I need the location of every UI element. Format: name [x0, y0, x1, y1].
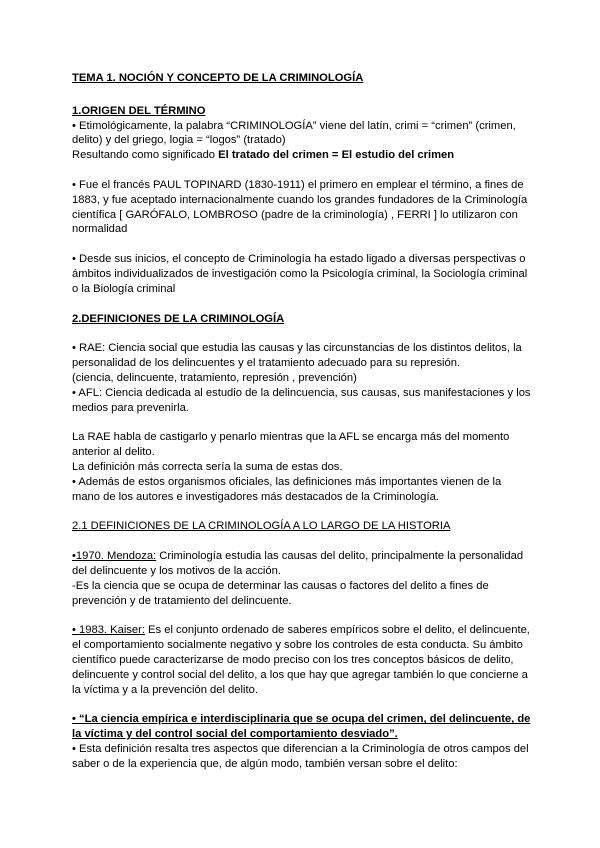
mendoza-definition-2: -Es la ciencia que se ocupa de determinar las causas o factores del delito a fines de prevención y de tratamiento del delincuente. — [72, 579, 489, 607]
aspects-paragraph: • Esta definición resalta tres aspectos que diferencian a la Criminología de otros campos del saber o de la experiencia que, de algún modo, también versan sobre el delito: — [72, 742, 529, 770]
sum-paragraph: La definición más correcta sería la suma de estas dos. — [72, 460, 343, 473]
meaning-paragraph — [72, 148, 532, 163]
perspectives-paragraph: • Desde sus inicios, el concepto de Criminología ha estado ligado a diversas perspectivas o ámbitos individualizados de investigación como la Psicología criminal, la Sociología criminal o la Biología criminal — [72, 253, 528, 295]
mendoza-definition — [72, 549, 532, 579]
etymology-paragraph: • Etimológicamente, la palabra “CRIMINOLOGÍA” viene del latín, crimi = “crimen” (crimen, delito) y del griego, logia = “logos” (tratado) — [72, 119, 516, 147]
section-2-1-heading: 2.1 DEFINICIONES DE LA CRIMINOLOGÍA A LO LARGO DE LA HISTORIA — [72, 520, 451, 533]
topinard-paragraph: • Fue el francés PAUL TOPINARD (1830-1911) el primero en emplear el término, a fines de 1883, y fue aceptado internacionalmente cuando los grandes fundadores de la Criminología científica [ GARÓFALO, LOMBROSO (padre de la criminología) , FERRI ] lo utilizaron con normalidad — [72, 178, 528, 236]
section-2-heading: 2.DEFINICIONES DE LA CRIMINOLOGÍA — [72, 312, 285, 325]
mendoza-label: •1970. Mendoza: — [72, 550, 157, 563]
section-1-heading: 1.ORIGEN DEL TÉRMINO — [72, 104, 206, 117]
document-title: TEMA 1. NOCIÓN Y CONCEPTO DE LA CRIMINOLOGÍA — [72, 72, 364, 84]
authors-paragraph: • Además de estos organismos oficiales, las definiciones más importantes vienen de la mano de los autores e investigadores más destacados de la Criminología. — [72, 475, 502, 503]
kaiser-text: Es el conjunto ordenado de saberes empíricos sobre el delito, el delincuente, el comportamiento socialmente negativo y sobre los controles de esta conducta. Su ámbito científico puede caracterizarse de modo preciso con los tres conceptos básicos de delito, delincuente y control social del delito, a los que hay que agregar también lo que concierne a la víctima y a la prevención del delito. — [72, 624, 530, 696]
kaiser-label: • 1983. Kaiser: — [72, 624, 145, 637]
empirical-quote: • “La ciencia empírica e interdisciplinaria que se ocupa del crimen, del delincuente, de la víctima y del control social del comportamiento desviado”. — [72, 713, 531, 741]
document-body — [72, 71, 532, 771]
meaning-lead: Resultando como significado — [72, 149, 219, 162]
meaning-bold: El tratado del crimen = El estudio del crimen — [218, 149, 455, 162]
afl-definition: • AFL: Ciencia dedicada al estudio de la delincuencia, sus causas, sus manifestaciones y los medios para prevenirla. — [72, 386, 531, 414]
rae-keywords: (ciencia, delincuente, tratamiento, represión , prevención) — [72, 371, 357, 384]
comparison-paragraph: La RAE habla de castigarlo y penarlo mientras que la AFL se encarga más del momento anterior al delito. — [72, 431, 510, 459]
rae-definition: • RAE: Ciencia social que estudia las causas y las circunstancias de los distintos delitos, la personalidad de los delincuentes y el tratamiento adecuado para su represión. — [72, 342, 522, 370]
kaiser-definition — [72, 623, 532, 697]
mendoza-text: Criminología estudia las causas del delito, principalmente la personalidad del delincuente y los motivos de la acción. — [72, 550, 524, 577]
